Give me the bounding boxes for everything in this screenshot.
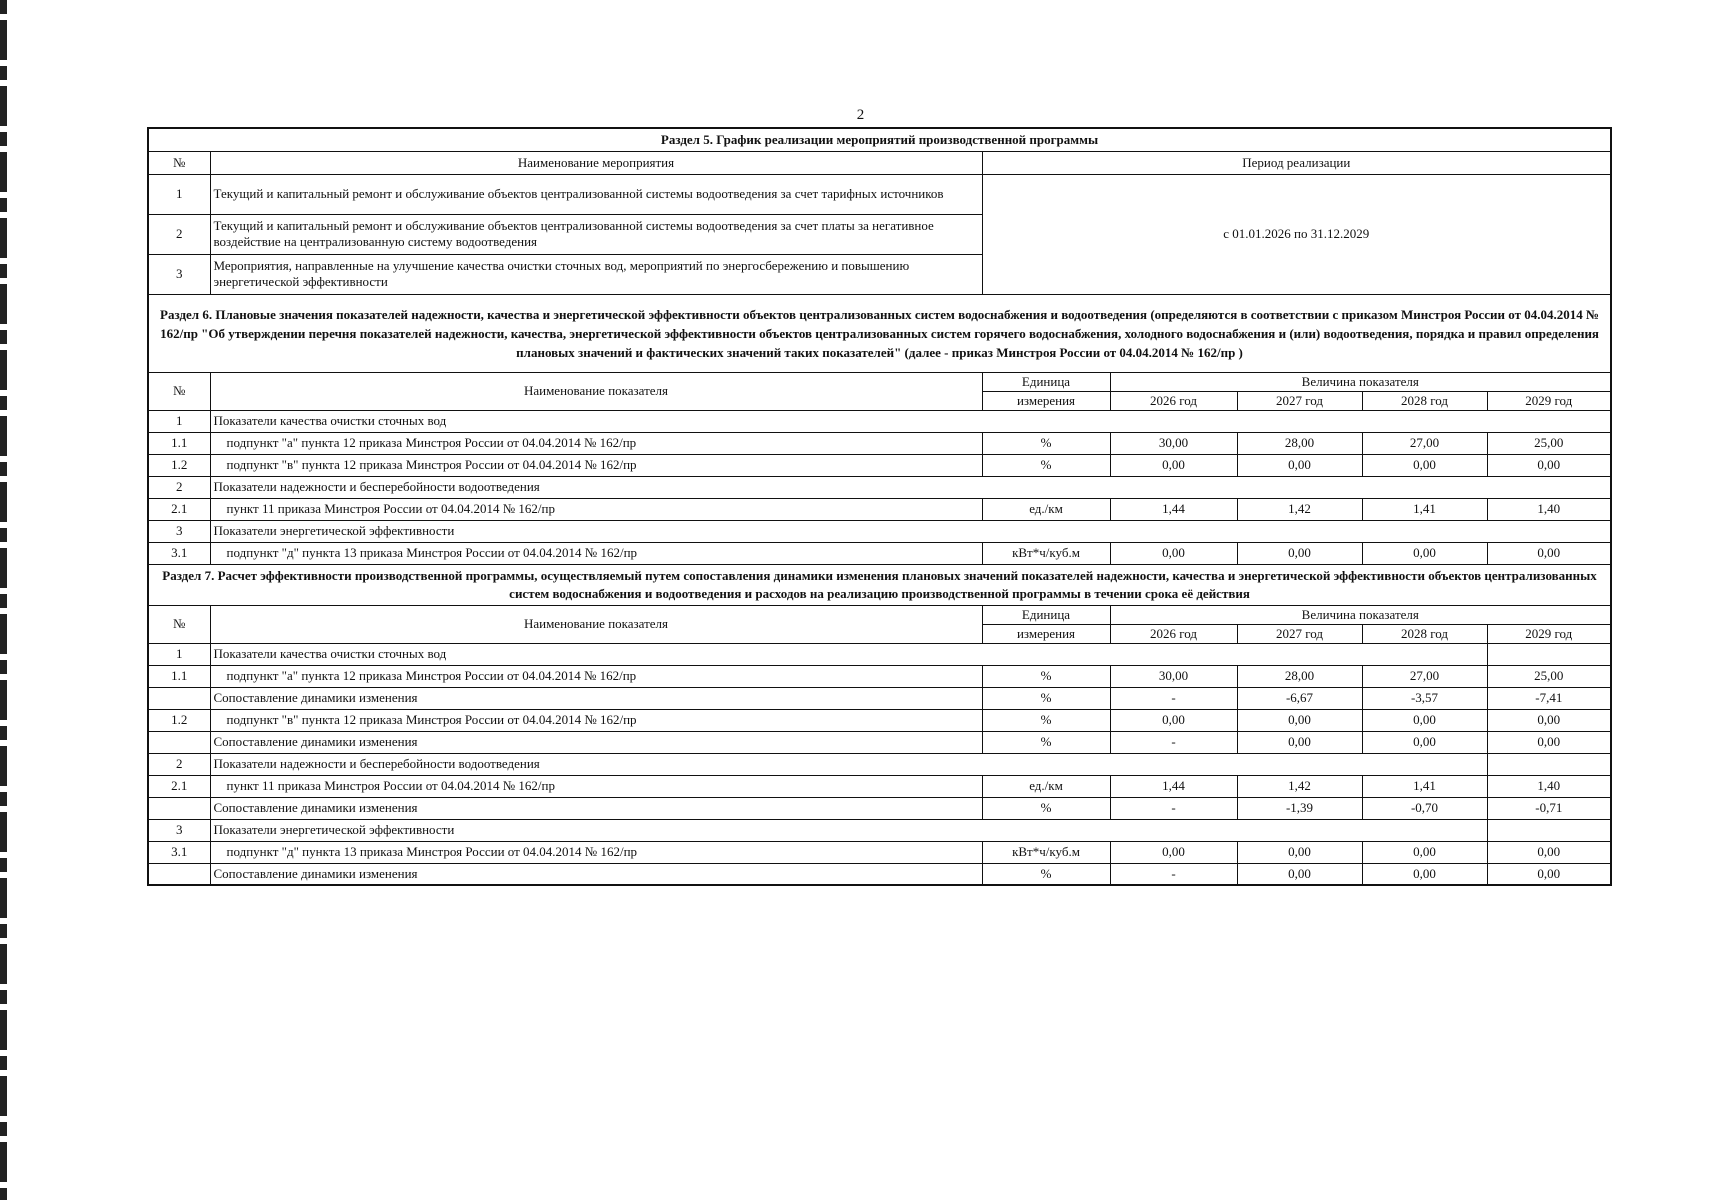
row-number: 1.1: [148, 432, 210, 454]
indicator-row: [148, 643, 1611, 665]
row-number: 1: [148, 410, 210, 432]
value-cell: 0,00: [1487, 731, 1611, 753]
value-cell: 0,00: [1362, 863, 1487, 885]
row-number: 2.1: [148, 498, 210, 520]
indicator-name: подпункт "в" пункта 12 приказа Минстроя России от 04.04.2014 № 162/пр: [210, 709, 982, 731]
section7-year: 2028 год: [1362, 624, 1487, 643]
value-cell: 0,00: [1487, 841, 1611, 863]
value-cell: -0,70: [1362, 797, 1487, 819]
section7-col-name: Наименование показателя: [210, 605, 982, 643]
binding-edge: [0, 0, 7, 1200]
section5-row-name: Текущий и капитальный ремонт и обслуживание объектов централизованной системы водоотведения за счет тарифных источников: [210, 174, 982, 214]
value-cell: 0,00: [1487, 709, 1611, 731]
indicator-name: подпункт "д" пункта 13 приказа Минстроя России от 04.04.2014 № 162/пр: [210, 841, 982, 863]
value-cell: -: [1110, 687, 1237, 709]
section7-col-unit: измерения: [982, 624, 1110, 643]
value-cell: 0,00: [1362, 731, 1487, 753]
section7-title: Раздел 7. Расчет эффективности производственной программы, осуществляемый путем сопоставления динамики изменения плановых значений показателей надежности, качества и энергетической эффективности объектов централизованных систем водоснабжения и водоотведения и расходов на реализацию производственной программы в течении срока её действия: [148, 564, 1611, 605]
group-name: Показатели надежности и бесперебойности водоотведения: [210, 476, 1611, 498]
program-table: [147, 127, 1612, 886]
section5-period: с 01.01.2026 по 31.12.2029: [982, 174, 1611, 294]
value-cell: 0,00: [1362, 841, 1487, 863]
group-name: Показатели качества очистки сточных вод: [210, 643, 1487, 665]
group-name: Показатели надежности и бесперебойности водоотведения: [210, 753, 1487, 775]
value-cell: 1,41: [1362, 775, 1487, 797]
indicator-name: пункт 11 приказа Минстроя России от 04.04.2014 № 162/пр: [210, 775, 982, 797]
group-name: Показатели энергетической эффективности: [210, 819, 1487, 841]
section6-col-name: Наименование показателя: [210, 372, 982, 410]
section6-col-value: Величина показателя: [1110, 372, 1611, 391]
row-number: 2.1: [148, 775, 210, 797]
row-number: [148, 731, 210, 753]
value-cell: 1,40: [1487, 775, 1611, 797]
empty-cell: [1487, 643, 1611, 665]
value-cell: 0,00: [1237, 454, 1362, 476]
section5-title: Раздел 5. График реализации мероприятий производственной программы: [148, 128, 1611, 151]
row-number: 1.2: [148, 454, 210, 476]
program-table-body: [148, 128, 1611, 885]
value-cell: 0,00: [1110, 454, 1237, 476]
comparison-name: Сопоставление динамики изменения: [210, 863, 982, 885]
unit-cell: ед./км: [982, 775, 1110, 797]
section6-year: 2026 год: [1110, 391, 1237, 410]
comparison-name: Сопоставление динамики изменения: [210, 731, 982, 753]
section6-col-unit: измерения: [982, 391, 1110, 410]
value-cell: 1,44: [1110, 498, 1237, 520]
section7-col-num: №: [148, 605, 210, 643]
section5-col-period: Период реализации: [982, 151, 1611, 174]
value-cell: 0,00: [1237, 863, 1362, 885]
section7-col-unit: Единица: [982, 605, 1110, 624]
comparison-name: Сопоставление динамики изменения: [210, 687, 982, 709]
indicator-row: [148, 665, 1611, 687]
indicator-row: [148, 841, 1611, 863]
value-cell: 0,00: [1237, 542, 1362, 564]
unit-cell: %: [982, 731, 1110, 753]
value-cell: 1,41: [1362, 498, 1487, 520]
value-cell: 1,42: [1237, 498, 1362, 520]
row-number: 1: [148, 643, 210, 665]
indicator-row: [148, 542, 1611, 564]
section7-year: 2027 год: [1237, 624, 1362, 643]
unit-cell: кВт*ч/куб.м: [982, 841, 1110, 863]
comparison-name: Сопоставление динамики изменения: [210, 797, 982, 819]
unit-cell: %: [982, 863, 1110, 885]
unit-cell: %: [982, 665, 1110, 687]
unit-cell: %: [982, 432, 1110, 454]
unit-cell: %: [982, 797, 1110, 819]
section6-col-num: №: [148, 372, 210, 410]
value-cell: 27,00: [1362, 432, 1487, 454]
value-cell: 1,40: [1487, 498, 1611, 520]
row-number: [148, 863, 210, 885]
indicator-row: [148, 731, 1611, 753]
section5-row-num: 1: [148, 174, 210, 214]
value-cell: -: [1110, 797, 1237, 819]
section6-year: 2027 год: [1237, 391, 1362, 410]
value-cell: 30,00: [1110, 432, 1237, 454]
value-cell: 0,00: [1362, 542, 1487, 564]
value-cell: 1,44: [1110, 775, 1237, 797]
value-cell: 1,42: [1237, 775, 1362, 797]
value-cell: 0,00: [1487, 454, 1611, 476]
value-cell: -6,67: [1237, 687, 1362, 709]
section6-col-unit: Единица: [982, 372, 1110, 391]
indicator-name: подпункт "д" пункта 13 приказа Минстроя России от 04.04.2014 № 162/пр: [210, 542, 982, 564]
indicator-row: [148, 454, 1611, 476]
value-cell: -3,57: [1362, 687, 1487, 709]
value-cell: 0,00: [1362, 709, 1487, 731]
unit-cell: %: [982, 709, 1110, 731]
value-cell: 0,00: [1362, 454, 1487, 476]
row-number: 1.2: [148, 709, 210, 731]
section7-year: 2026 год: [1110, 624, 1237, 643]
section7-year: 2029 год: [1487, 624, 1611, 643]
section5-row-num: 3: [148, 254, 210, 294]
section5-col-num: №: [148, 151, 210, 174]
indicator-row: [148, 863, 1611, 885]
empty-cell: [1487, 819, 1611, 841]
indicator-row: [148, 520, 1611, 542]
group-name: Показатели энергетической эффективности: [210, 520, 1611, 542]
indicator-row: [148, 775, 1611, 797]
indicator-row: [148, 476, 1611, 498]
value-cell: -1,39: [1237, 797, 1362, 819]
unit-cell: ед./км: [982, 498, 1110, 520]
indicator-name: подпункт "а" пункта 12 приказа Минстроя России от 04.04.2014 № 162/пр: [210, 432, 982, 454]
section6-year: 2028 год: [1362, 391, 1487, 410]
row-number: 2: [148, 753, 210, 775]
value-cell: 0,00: [1487, 863, 1611, 885]
indicator-row: [148, 498, 1611, 520]
unit-cell: кВт*ч/куб.м: [982, 542, 1110, 564]
row-number: 3.1: [148, 542, 210, 564]
group-name: Показатели качества очистки сточных вод: [210, 410, 1611, 432]
value-cell: 0,00: [1237, 731, 1362, 753]
value-cell: -: [1110, 731, 1237, 753]
row-number: [148, 797, 210, 819]
section5-row-name: Текущий и капитальный ремонт и обслуживание объектов централизованной системы водоотведения за счет платы за негативное воздействие на централизованную систему водоотведения: [210, 214, 982, 254]
row-number: 2: [148, 476, 210, 498]
section7-col-value: Величина показателя: [1110, 605, 1611, 624]
indicator-name: пункт 11 приказа Минстроя России от 04.04.2014 № 162/пр: [210, 498, 982, 520]
value-cell: 0,00: [1237, 709, 1362, 731]
value-cell: 28,00: [1237, 432, 1362, 454]
section5-col-name: Наименование мероприятия: [210, 151, 982, 174]
row-number: 1.1: [148, 665, 210, 687]
indicator-row: [148, 797, 1611, 819]
value-cell: 0,00: [1110, 709, 1237, 731]
indicator-row: [148, 687, 1611, 709]
unit-cell: %: [982, 687, 1110, 709]
indicator-name: подпункт "в" пункта 12 приказа Минстроя России от 04.04.2014 № 162/пр: [210, 454, 982, 476]
row-number: [148, 687, 210, 709]
value-cell: 25,00: [1487, 665, 1611, 687]
section5-row-num: 2: [148, 214, 210, 254]
value-cell: 25,00: [1487, 432, 1611, 454]
value-cell: -0,71: [1487, 797, 1611, 819]
section5-row-name: Мероприятия, направленные на улучшение качества очистки сточных вод, мероприятий по энергосбережению и повышению энергетической эффективности: [210, 254, 982, 294]
row-number: 3: [148, 819, 210, 841]
indicator-name: подпункт "а" пункта 12 приказа Минстроя России от 04.04.2014 № 162/пр: [210, 665, 982, 687]
row-number: 3: [148, 520, 210, 542]
value-cell: 30,00: [1110, 665, 1237, 687]
indicator-row: [148, 432, 1611, 454]
section6-title: Раздел 6. Плановые значения показателей надежности, качества и энергетической эффективности объектов централизованных систем водоснабжения и водоотведения (определяются в соответствии с приказом Минстроя России от 04.04.2014 № 162/пр "Об утверждении перечня показателей надежности, качества, энергетической эффективности объектов централизованных систем горячего водоснабжения, холодного водоснабжения и (или) водоотведения, порядка и правил определения плановых значений и фактических значений таких показателей" (далее - приказ Минстроя России от 04.04.2014 № 162/пр ): [148, 294, 1611, 372]
empty-cell: [1487, 753, 1611, 775]
value-cell: 28,00: [1237, 665, 1362, 687]
value-cell: 0,00: [1110, 542, 1237, 564]
page-number: 2: [856, 107, 865, 123]
value-cell: -7,41: [1487, 687, 1611, 709]
value-cell: -: [1110, 863, 1237, 885]
indicator-row: [148, 410, 1611, 432]
row-number: 3.1: [148, 841, 210, 863]
section6-year: 2029 год: [1487, 391, 1611, 410]
value-cell: 0,00: [1487, 542, 1611, 564]
indicator-row: [148, 819, 1611, 841]
indicator-row: [148, 753, 1611, 775]
value-cell: 27,00: [1362, 665, 1487, 687]
indicator-row: [148, 709, 1611, 731]
value-cell: 0,00: [1237, 841, 1362, 863]
unit-cell: %: [982, 454, 1110, 476]
value-cell: 0,00: [1110, 841, 1237, 863]
